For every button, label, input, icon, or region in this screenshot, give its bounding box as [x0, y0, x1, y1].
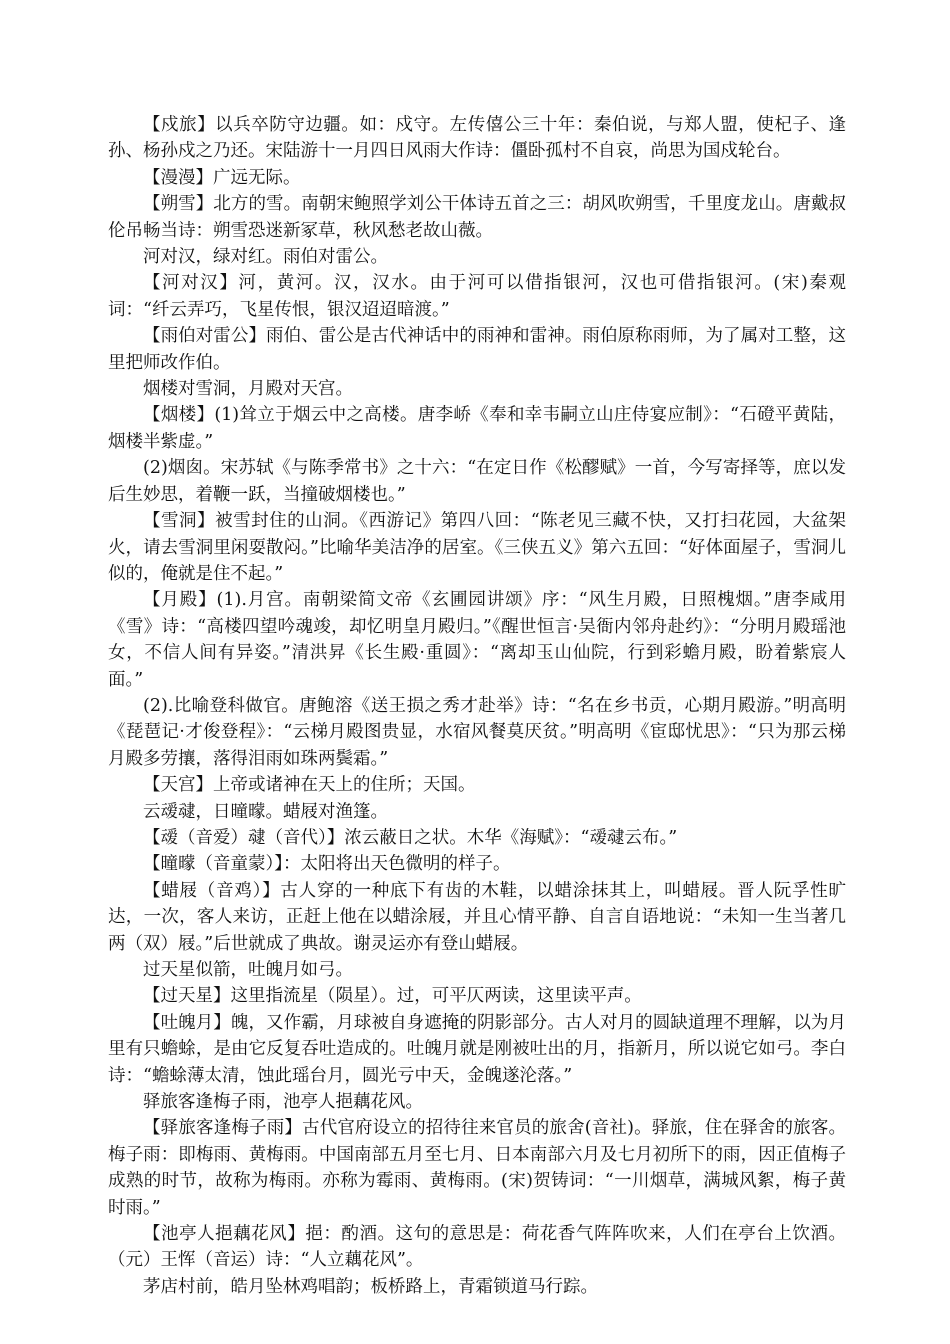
para-yanlou-1: 【烟楼】(1)耸立于烟云中之高楼。唐李峤《奉和幸韦嗣立山庄侍宴应制》：“石磴平黄陆，烟楼半紫虚。”: [108, 405, 846, 452]
para-guotianxing: 【过天星】这里指流星（陨星）。过，可平仄两读，这里读平声。: [143, 986, 642, 1007]
para-yanlou-2: (2)烟囱。宋苏轼《与陈季常书》之十六：“在定日作《松醪赋》一首，今写寄择等，庶以发后生妙思，着鞭一跃，当撞破烟楼也。”: [108, 458, 846, 505]
para-tongmeng: 【曈曚（音童蒙）】：太阳将出天色微明的样子。: [143, 854, 511, 875]
para-yilvke: 【驿旅客逢梅子雨】古代官府设立的招待往来官员的旅舍(音社)。驿旅，住在驿舍的旅客。梅子雨：即梅雨、黄梅雨。中国南部五月至七月、日本南部六月及七月初所下的雨，因正值梅子成熟的时节，故称为梅雨。亦称为霉雨、黄梅雨。(宋)贺铸词：“一川烟草，满城风絮，梅子黄时雨。”: [108, 1118, 846, 1218]
para-xuedong: 【雪洞】被雪封住的山洞。《西游记》第四八回：“陈老见三藏不快，又打扫花园，大盆架火，请去雪洞里闲耍散闷。”比喻华美洁净的居室。《三侠五义》第六五回：“好体面屋子，雪洞儿似的，俺就是住不起。”: [108, 511, 846, 584]
para-chiting: 【池亭人挹藕花风】挹：酌酒。这句的意思是：荷花香气阵阵吹来，人们在亭台上饮酒。（元）王恽（音运）诗：“人立藕花风”。: [108, 1224, 846, 1271]
para-shuoxue: 【朔雪】北方的雪。南朝宋鲍照学刘公干体诗五首之三：胡风吹朔雪，千里度龙山。唐戴叔伦吊畅当诗：朔雪恐迷新冢草，秋风愁老故山薇。: [108, 194, 846, 241]
para-tiangong: 【天宫】上帝或诸神在天上的住所；天国。: [143, 775, 476, 796]
para-yuedian-2: (2).比喻登科做官。唐鲍溶《送王损之秀才赴举》诗：“名在乡书贡，心期月殿游。”明高明《琵琶记·才俊登程》：“云梯月殿图贵显，水宿风餐莫厌贫。”明高明《宦邸忧思》：“只为那云梯月殿多劳攘，落得泪雨如珠两鬓霜。”: [108, 695, 846, 769]
verse-line-maodian: 茅店村前，皓月坠林鸡唱韵；板桥路上，青霜锁道马行踪。: [143, 1276, 598, 1297]
document-page: [108, 112, 846, 1300]
para-yubo-dui-leigong: 【雨伯对雷公】雨伯、雷公是古代神话中的雨神和雷神。雨伯原称雨师，为了属对工整，这里把师改作伯。: [108, 326, 846, 373]
verse-line-aidai: 云叆叇，日曈曚。蜡屐对渔篷。: [143, 801, 388, 822]
verse-line-yilvke: 驿旅客逢梅子雨，池亭人挹藕花风。: [143, 1092, 423, 1113]
verse-line-he-dui-han: 河对汉，绿对红。雨伯对雷公。: [143, 247, 388, 268]
verse-line-yanlou: 烟楼对雪洞，月殿对天宫。: [143, 379, 353, 400]
verse-line-guotianxing: 过天星似箭，吐魄月如弓。: [143, 960, 353, 980]
para-shulv: 【戍旅】以兵卒防守边疆。如：戍守。左传僖公三十年：秦伯说，与郑人盟，使杞子、逢孙、杨孙戍之乃还。宋陆游十一月四日风雨大作诗：僵卧孤村不自哀，尚思为国戍轮台。: [108, 115, 846, 162]
para-tupoyue: 【吐魄月】魄，又作霸，月球被自身遮掩的阴影部分。古人对月的圆缺道理不理解，以为月里有只蟾蜍，是由它反复吞吐造成的。吐魄月就是刚被吐出的月，指新月，所以说它如弓。李白诗：“蟾蜍薄太清，蚀此瑶台月，圆光亏中天，金魄遂沦落。”: [108, 1012, 846, 1086]
para-yuedian-1: 【月殿】(1).月宫。南朝梁简文帝《玄圃园讲颂》序：“风生月殿，日照槐烟。”唐李咸用《雪》诗：“高楼四望吟魂竣，却忆明皇月殿归。”《醒世恒言·吴衙内邻舟赴约》：“分明月殿瑶池女，不信人间有异姿。”清洪昇《长生殿·重圆》：“离却玉山仙院，行到彩蟾月殿，盼着紫宸人面。”: [108, 590, 846, 690]
para-manman: 【漫漫】广远无际。: [143, 167, 301, 188]
para-aidai: 【叆（音爱）叇（音代）】浓云蔽日之状。木华《海赋》：“叆叇云布。”: [143, 827, 678, 848]
para-he-dui-han: 【河对汉】河，黄河。汉，汉水。由于河可以借指银河，汉也可借指银河。(宋)秦观词：“纤云弄巧，飞星传恨，银汉迢迢暗渡。”: [108, 273, 846, 320]
para-laji: 【蜡屐（音鸡）】古人穿的一种底下有齿的木鞋，以蜡涂抹其上，叫蜡屐。晋人阮孚性旷达，一次，客人来访，正赶上他在以蜡涂屐，并且心情平静、自言自语地说：“未知一生当著几两（双）屐。”后世就成了典故。谢灵运亦有登山蜡屐。: [108, 880, 846, 954]
